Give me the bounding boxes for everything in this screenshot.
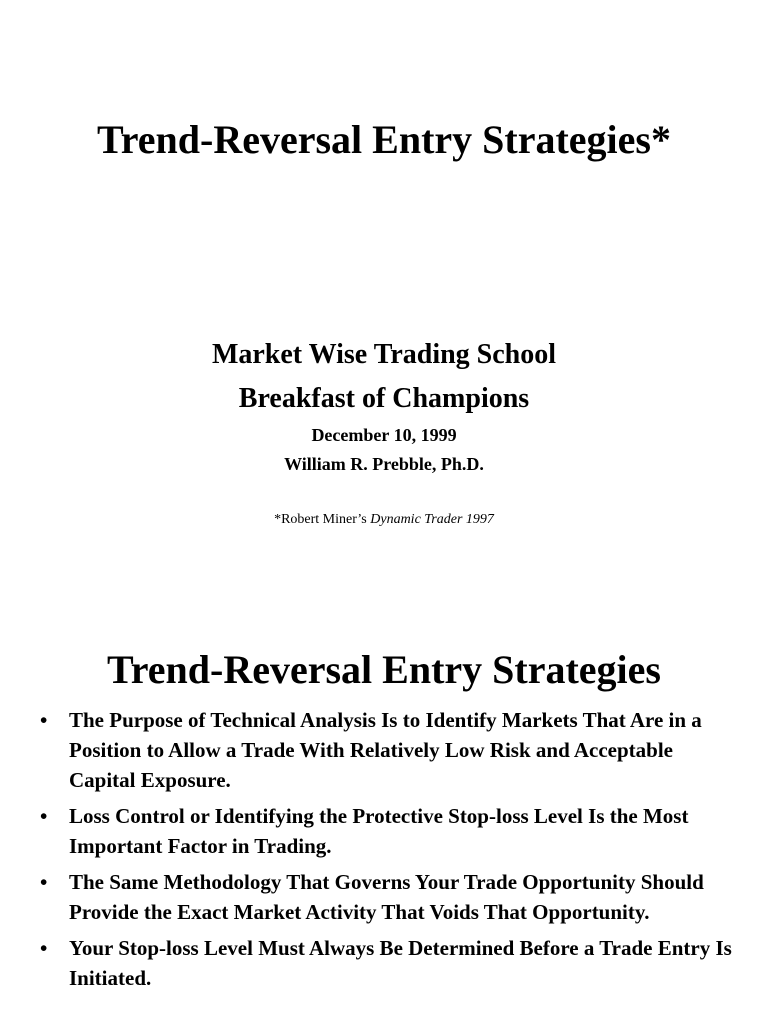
slide1-title: Trend-Reversal Entry Strategies* — [97, 117, 671, 162]
bullet-list — [40, 705, 740, 999]
source-credit — [0, 510, 768, 530]
bullet-item — [40, 705, 740, 795]
slide2-title: Trend-Reversal Entry Strategies — [107, 647, 661, 692]
bullet-text: The Purpose of Technical Analysis Is to Identify Markets That Are in a Position to Allow a Trade With Relatively Low Risk and Acceptable Capital Exposure. — [69, 708, 702, 792]
bullet-text: Your Stop-loss Level Must Always Be Determined Before a Trade Entry Is Initiated. — [69, 936, 732, 990]
author-name: William R. Prebble, Ph.D. — [284, 454, 484, 474]
bullet-marker: • — [40, 870, 48, 894]
bullet-item — [40, 867, 740, 927]
event-name: Breakfast of Champions — [238, 383, 530, 414]
bullet-marker: • — [40, 804, 48, 828]
bullet-marker: • — [40, 936, 48, 960]
credit-prefix: *Robert Miner’s — [274, 512, 371, 527]
bullet-text: The Same Methodology That Governs Your Trade Opportunity Should Provide the Exact Market Activity That Voids That Opportunity. — [69, 870, 704, 924]
bullet-item — [40, 933, 740, 993]
credit-book-title: Dynamic Trader 1997 — [370, 512, 494, 527]
bullet-item — [40, 801, 740, 861]
bullet-text: Loss Control or Identifying the Protective Stop-loss Level Is the Most Important Factor in Trading. — [69, 804, 689, 858]
presentation-date: December 10, 1999 — [311, 425, 457, 445]
bullet-marker: • — [40, 708, 48, 732]
organization-name: Market Wise Trading School — [211, 339, 557, 370]
